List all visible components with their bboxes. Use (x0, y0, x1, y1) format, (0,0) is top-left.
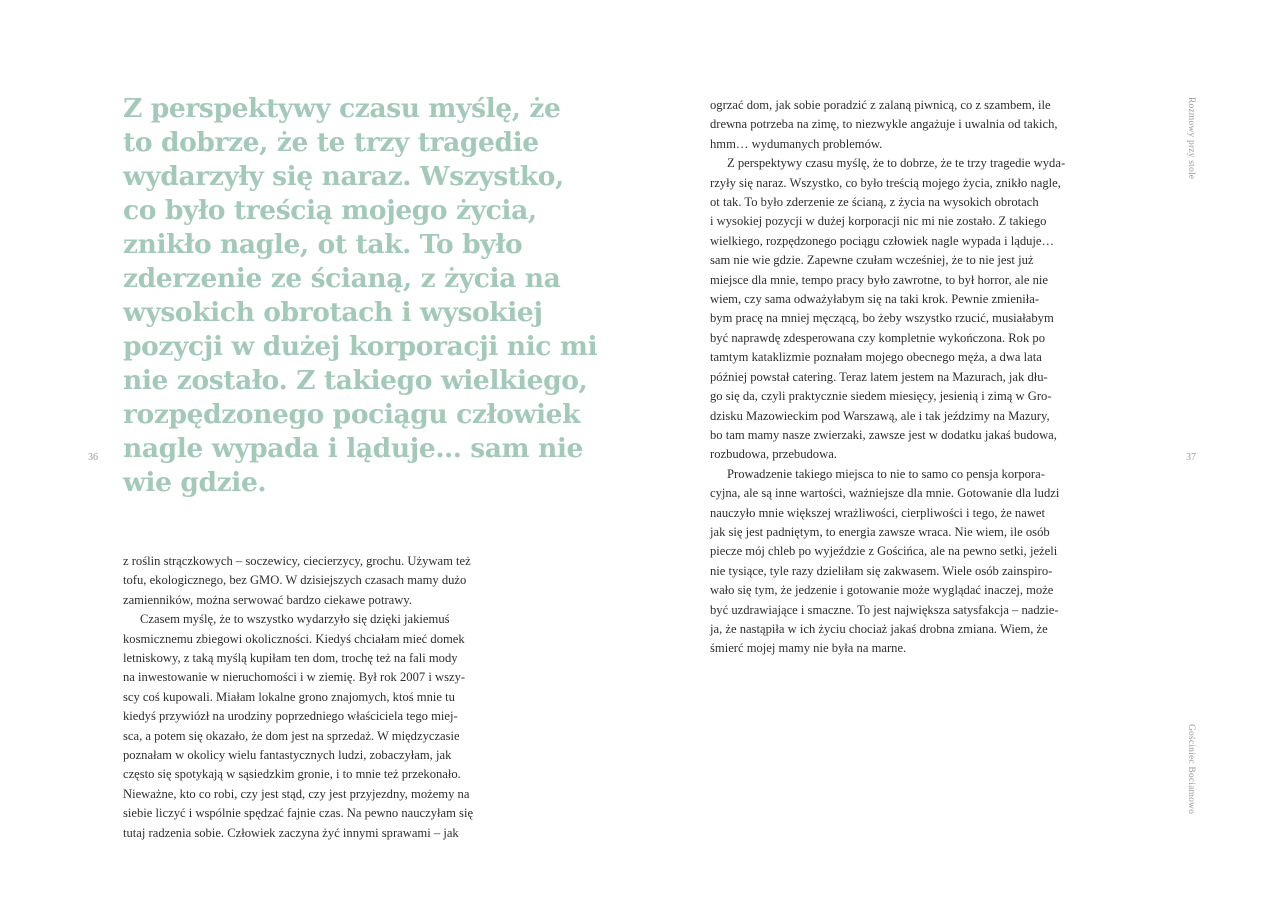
text-line: Z perspektywy czasu myślę, że to dobrze, że te trzy tragedie wyda- (727, 156, 1066, 171)
text-line: na inwestowanie w nieruchomości i w ziemię. Był rok 2007 i wszy- (123, 670, 466, 685)
text-line: dzisku Mazowieckim pod Warszawą, ale i tak jeździmy na Mazury, (710, 408, 1050, 423)
text-line: siebie liczyć i wspólnie spędzać fajnie czas. Na pewno nauczyłam się (123, 806, 474, 821)
body-text-left (123, 552, 473, 843)
text-line: wiem, czy sama odważyłabym się na taki krok. Pewnie zmieniła- (710, 292, 1040, 307)
text-line: jak się jest padniętym, to energia zawsze wraca. Nie wiem, ile osób (710, 524, 1050, 539)
text-line: rozpędzonego pociągu człowiek (123, 399, 581, 430)
text-line: Prowadzenie takiego miejsca to nie to samo co pensja korpora- (727, 466, 1045, 481)
running-head-title: Gościniec Bociamowo (1186, 724, 1196, 815)
text-line: zderzenie ze ścianą, z życia na (123, 263, 561, 294)
text-line: nie tysiące, tyle razy dzieliłam się zakwasem. Wiele osób zainspiro- (710, 563, 1053, 578)
text-line: bo tam mamy nasze zwierzaki, zawsze jest w dodatku jakaś budowa, (710, 427, 1057, 442)
text-line: letniskowy, z taką myślą kupiłam ten dom, trochę też na fali mody (123, 651, 458, 666)
text-line: ogrzać dom, jak sobie poradzić z zalaną piwnicą, co z szambem, ile (710, 98, 1051, 112)
text-line: co było treścią mojego życia, (123, 195, 537, 226)
text-line: wie gdzie. (123, 467, 267, 498)
text-line: to dobrze, że te trzy tragedie (123, 127, 539, 158)
text-line: tofu, ekologicznego, bez GMO. W dzisiejszych czasach mamy dużo (123, 573, 467, 588)
text-line: znikło nagle, ot tak. To było (123, 229, 523, 260)
text-line: nie zostało. Z takiego wielkiego, (123, 365, 588, 396)
text-line: wydarzyły się naraz. Wszystko, (123, 161, 564, 192)
text-line: i wysokiej pozycji w dużej korporacji nic mi nie zostało. Z takiego (710, 214, 1047, 229)
text-line: piecze mój chleb po wyjeździe z Gościńca, ale na pewno setki, jeżeli (710, 544, 1058, 559)
text-line: nauczyło mnie większej wrażliwości, cierpliwości i tego, że nawet (710, 505, 1046, 520)
text-line: wysokich obrotach i wysokiej (123, 297, 543, 328)
text-line: z roślin strączkowych – soczewicy, ciecierzycy, grochu. Używam też (123, 554, 471, 568)
text-line: wielkiego, rozpędzonego pociągu człowiek nagle wypada i ląduje… (710, 233, 1055, 248)
text-line: być uzdrawiające i smaczne. To jest największa satysfakcja – nadzie- (710, 602, 1059, 617)
text-line: hmm… wydumanych problemów. (710, 136, 883, 151)
text-line: zamienników, można serwować bardzo ciekawe potrawy. (123, 592, 412, 607)
text-line: być naprawdę zdesperowana czy kompletnie wykończona. Rok po (710, 330, 1046, 345)
text-line: ja, że nastąpiła w ich życiu chociaż jakaś drobna zmiana. Wiem, że (710, 621, 1048, 636)
text-line: nagle wypada i ląduje… sam nie (123, 433, 584, 464)
text-line: rzyły się naraz. Wszystko, co było treścią mojego życia, znikło nagle, (710, 175, 1061, 190)
body-text-right (710, 96, 1066, 659)
text-line: kiedyś przywiózł na urodziny poprzedniego właściciela tego miej- (123, 709, 458, 724)
text-line: sca, a potem się okazało, że dom jest na sprzedaż. W międzyczasie (123, 728, 460, 743)
text-line: wało się tym, że jedzenie i gotowanie może wyglądać inaczej, może (710, 583, 1054, 598)
running-head-section: Rozmowy przy stole (1186, 97, 1196, 180)
text-line: poznałam w okolicy wielu fantastycznych ludzi, zobaczyłam, jak (123, 748, 452, 763)
text-line: scy coś kupowali. Miałam lokalne grono znajomych, ktoś mnie tu (123, 689, 455, 704)
page-number-right: 37 (1186, 452, 1196, 463)
text-line: Nieważne, kto co robi, czy jest stąd, czy jest przyjezdny, możemy na (123, 786, 470, 801)
text-line: sam nie wie gdzie. Zapewne czułam wcześniej, że to nie jest już (710, 253, 1034, 268)
text-line: miejsce dla mnie, tempo pracy było zawrotne, to był horror, ale nie (710, 272, 1049, 287)
text-line: bym pracę na mniej męczącą, bo żeby wszystko rzucić, musiałabym (710, 311, 1054, 326)
text-line: śmierć mojej mamy nie była na marne. (710, 641, 907, 656)
text-line: często się spotykają w sąsiedzkim gronie, i to mnie też przekonało. (123, 767, 461, 782)
text-line: Czasem myślę, że to wszystko wydarzyło się dzięki jakiemuś (140, 612, 450, 627)
pull-quote (123, 92, 598, 500)
text-line: później powstał catering. Teraz latem jestem na Mazurach, jak dłu- (710, 369, 1048, 384)
right-page (640, 0, 1280, 905)
text-line: go się da, czyli praktycznie siedem miesięcy, jesienią i zimą w Gro- (710, 389, 1052, 404)
text-line: drewna potrzeba na zimę, to niezwykle angażuje i uwalnia od takich, (710, 117, 1058, 132)
text-line: Z perspektywy czasu myślę, że (123, 93, 561, 124)
text-line: rozbudowa, przebudowa. (710, 447, 837, 462)
text-line: tutaj radzenia sobie. Człowiek zaczyna żyć innymi sprawami – jak (123, 825, 459, 840)
text-line: cyjna, ale są inne wartości, ważniejsze dla mnie. Gotowanie dla ludzi (710, 486, 1060, 501)
text-line: ot tak. To było zderzenie ze ścianą, z życia na wysokich obrotach (710, 195, 1039, 210)
page-number-left: 36 (88, 452, 98, 463)
text-line: kosmicznemu zbiegowi okoliczności. Kiedyś chciałam mieć domek (123, 631, 465, 646)
text-line: pozycji w dużej korporacji nic mi (123, 331, 598, 362)
text-line: tamtym kataklizmie poznałam mojego obecnego męża, a dwa lata (710, 350, 1042, 365)
